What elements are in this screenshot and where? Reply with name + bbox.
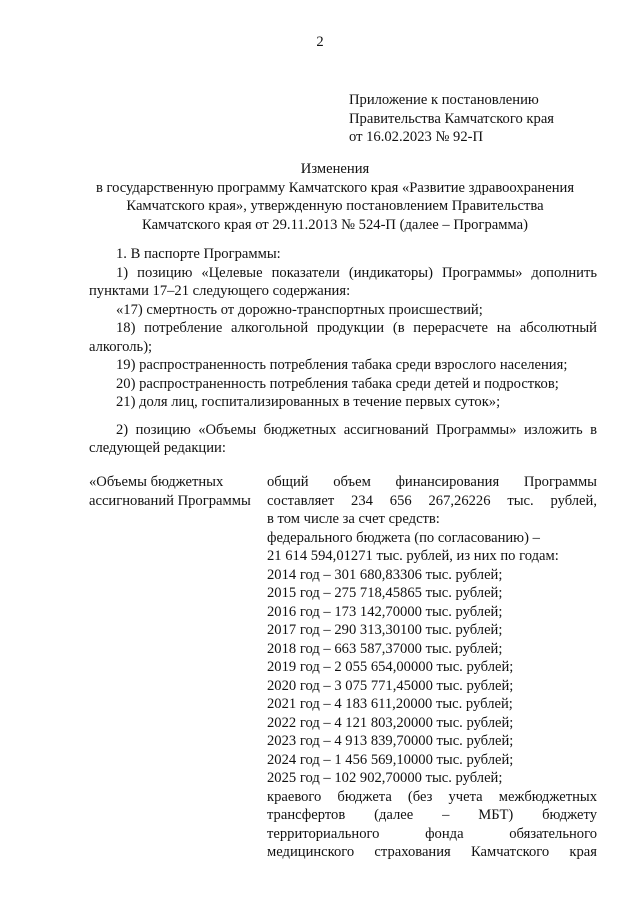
funding-line: территориального фонда обязательного — [267, 825, 597, 842]
paragraph-line: 2) позицию «Объемы бюджетных ассигнований Программы» изложить в — [116, 421, 597, 438]
document-body — [89, 245, 597, 458]
appendix-line: Правительства Камчатского края — [349, 110, 555, 127]
table-label: «Объемы бюджетных — [89, 474, 224, 490]
funding-line: трансфертов (далее – МБТ) бюджету — [267, 807, 597, 823]
list-item: 18) потребление алкогольной продукции (в перерасчете на абсолютный — [116, 320, 597, 336]
funding-year-line: 2024 год – 1 456 569,10000 тыс. рублей; — [267, 751, 514, 768]
funding-year-line: 2015 год – 275 718,45865 тыс. рублей; — [267, 585, 503, 601]
appendix-line: Приложение к постановлению — [349, 92, 539, 108]
funding-year-line: 2021 год – 4 183 611,20000 тыс. рублей; — [267, 696, 513, 712]
funding-line: составляет 234 656 267,26226 тыс. рублей, — [267, 492, 597, 509]
funding-year-line: 2017 год – 290 313,30100 тыс. рублей; — [267, 622, 503, 638]
list-item: 20) распространенность потребления табака среди детей и подростков; — [116, 375, 559, 392]
funding-year-line: 2025 год – 102 902,70000 тыс. рублей; — [267, 770, 503, 786]
paragraph-line: следующей редакции: — [89, 440, 226, 456]
funding-line: в том числе за счет средств: — [267, 511, 440, 527]
table-left-cell — [77, 473, 269, 510]
funding-year-line: 2023 год – 4 913 839,70000 тыс. рублей; — [267, 733, 514, 749]
document-title — [60, 160, 610, 234]
title-line: Изменения — [300, 161, 370, 177]
table-label: ассигнований Программы — [89, 492, 251, 509]
funding-line: 21 614 594,01271 тыс. рублей, из них по годам: — [267, 548, 559, 564]
funding-year-line: 2019 год – 2 055 654,00000 тыс. рублей; — [267, 659, 514, 675]
funding-line: медицинского страхования Камчатского края — [267, 844, 597, 860]
section-item-1: 1. В паспорте Программы: — [116, 246, 281, 262]
page-number: 2 — [316, 34, 324, 50]
funding-year-line: 2022 год – 4 121 803,20000 тыс. рублей; — [267, 714, 514, 731]
paragraph-line: пунктами 17–21 следующего содержания: — [89, 283, 351, 299]
list-item: алкоголь); — [89, 338, 153, 355]
list-item: 21) доля лиц, госпитализированных в течение первых суток»; — [116, 394, 501, 410]
list-item: 19) распространенность потребления табака среди взрослого населения; — [116, 357, 568, 373]
title-line: в государственную программу Камчатского края «Развитие здравоохранения — [95, 179, 575, 196]
table-right-cell — [267, 473, 597, 862]
funding-year-line: 2018 год – 663 587,37000 тыс. рублей; — [267, 640, 503, 657]
funding-year-line: 2014 год – 301 680,83306 тыс. рублей; — [267, 566, 503, 583]
appendix-header — [349, 91, 554, 147]
funding-year-line: 2016 год – 173 142,70000 тыс. рублей; — [267, 603, 503, 620]
funding-line: краевого бюджета (без учета межбюджетных — [267, 788, 597, 805]
funding-line: федерального бюджета (по согласованию) – — [267, 529, 540, 546]
appendix-line: от 16.02.2023 № 92-П — [349, 129, 484, 145]
funding-line: общий объем финансирования Программы — [267, 474, 597, 490]
list-item: «17) смертность от дорожно-транспортных происшествий; — [116, 301, 483, 318]
paragraph-line: 1) позицию «Целевые показатели (индикаторы) Программы» дополнить — [116, 264, 597, 281]
title-line: Камчатского края от 29.11.2013 № 524-П (далее – Программа) — [142, 216, 528, 233]
funding-year-line: 2020 год – 3 075 771,45000 тыс. рублей; — [267, 677, 514, 694]
title-line: Камчатского края», утвержденную постановлением Правительства — [126, 198, 544, 214]
